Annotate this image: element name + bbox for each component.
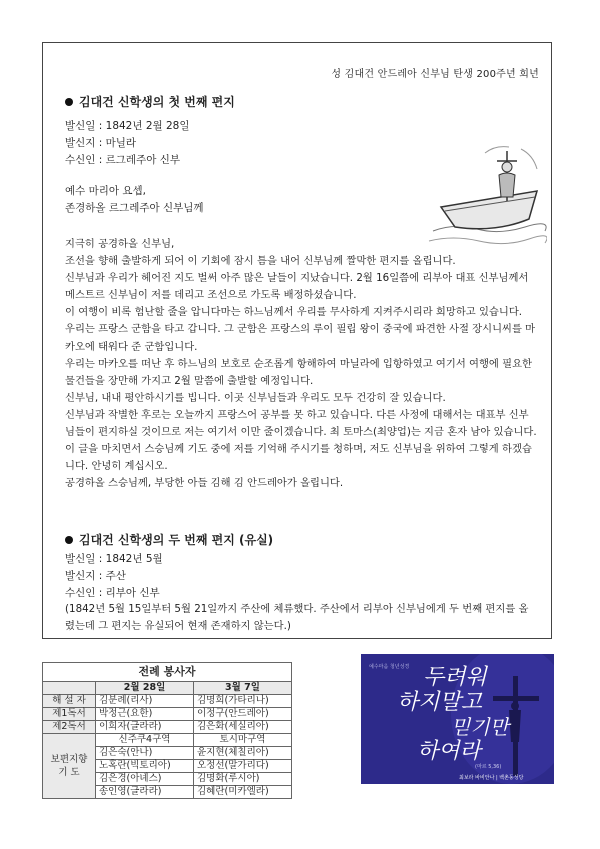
greeting-line2: 존경하올 르그레주아 신부님께 (65, 202, 204, 214)
bullet-icon (65, 536, 73, 544)
cell: 김혜란(미카엘라) (194, 786, 292, 799)
letter2-title: 김대건 신학생의 두 번째 편지 (유실) (79, 533, 274, 547)
poster-footer: 최보라 바비안나 | 백촌동성당 (459, 775, 524, 781)
cell: 이희자(글라라) (96, 721, 194, 734)
cell: 김명화(루시아) (194, 773, 292, 786)
letter1-body (65, 236, 537, 492)
table-row (43, 734, 292, 747)
cell: 노혹란(빅토리아) (96, 760, 194, 773)
group-header: 토시마구역 (194, 734, 292, 747)
row-label: 제1독서 (43, 708, 96, 721)
col-header-date1: 2월 28일 (96, 682, 194, 695)
corner-cell (43, 682, 96, 695)
cell: 송인영(글라라) (96, 786, 194, 799)
calligraphy-poster (361, 654, 554, 784)
letter1-meta (65, 118, 190, 169)
letter2-title-row (65, 531, 273, 548)
poster-line-1: 두려워 (423, 665, 487, 690)
cell: 김명희(가타리나) (194, 695, 292, 708)
cell: 윤지현(체칠리아) (194, 747, 292, 760)
poster-line-4: 하여라 (417, 739, 481, 764)
paragraph: 조선을 향해 출발하게 되어 이 기회에 잠시 틈을 내어 신부님께 짤막한 편지를 올립니다. (65, 255, 456, 268)
paragraph: 지극히 공경하올 신부님, (65, 238, 175, 250)
letter2-note: (1842년 5월 15일부터 5월 21일까지 주산에 체류했다. 주산에서 리부아 신부님에게 두 번째 편지를 올렸는데 그 편지는 유실되어 현재 존재하지 않는다.) (65, 603, 529, 633)
table-row (43, 695, 292, 708)
cell: 김은경(아녜스) (96, 773, 194, 786)
poster-verse: (마르 5,36) (475, 764, 502, 770)
paragraph: 신부님과 작별한 후로는 오늘까지 프랑스어 공부를 못 하고 있습니다. 다른 사정에 대해서는 대표부 신부님들이 편지하실 것이므로 저는 여기서 이만 줄이겠습니다. 최 토마스(최양업)는 지금 혼자 남아 있습니다. (65, 408, 537, 439)
letter2-date: 발신일 : 1842년 5월 (65, 553, 163, 565)
poster-art (361, 654, 554, 784)
table-row (43, 708, 292, 721)
row-label: 해 설 자 (43, 695, 96, 708)
letter2-recipient: 수신인 : 리부아 신부 (65, 587, 160, 599)
table-row (43, 721, 292, 734)
table-caption: 전례 봉사자 (43, 663, 292, 682)
paragraph: 공경하올 스승님께, 부당한 아들 김해 김 안드레아가 올립니다. (65, 477, 344, 490)
letter1-title: 김대건 신학생의 첫 번째 편지 (79, 95, 235, 109)
col-header-date2: 3월 7일 (194, 682, 292, 695)
letter1-greeting (65, 183, 204, 217)
cell: 오정선(말가리다) (194, 760, 292, 773)
cell: 김은화(세실리아) (194, 721, 292, 734)
letter2-meta (65, 551, 163, 602)
cell: 김분례(리사) (96, 695, 194, 708)
paragraph: 우리는 프랑스 군함을 타고 갑니다. 그 군함은 프랑스의 루이 필립 왕이 중국에 파견한 사절 장시니씨를 마카오에 태워다 준 군함입니다. (65, 323, 536, 353)
paragraph: 신부님과 우리가 헤어진 지도 벌써 아주 많은 날들이 지났습니다. 2월 16일쯤에 리부아 대표 신부님께서 메스트르 신부님이 저를 데리고 조선으로 가도록 배정하셨습니다. (65, 272, 529, 302)
group-header: 신주쿠4구역 (96, 734, 194, 747)
paragraph: 이 글을 마치면서 스승님께 기도 중에 저를 기억해 주시기를 청하며, 저도 신부님을 위하여 그렇게 하겠습니다. 안녕히 계십시오. (65, 443, 532, 473)
paragraph: 신부님, 내내 평안하시기를 빕니다. 이곳 신부님들과 우리도 모두 건강히 잘 있습니다. (65, 391, 446, 404)
row-label: 제2독서 (43, 721, 96, 734)
greeting-line1: 예수 마리아 요셉, (65, 185, 147, 197)
cell: 박정근(요한) (96, 708, 194, 721)
liturgy-servers-table (42, 662, 292, 799)
letter1-title-row (65, 93, 235, 110)
letter1-date: 발신일 : 1842년 2월 28일 (65, 120, 190, 132)
cell: 이정구(안드레아) (194, 708, 292, 721)
letter1-place: 발신지 : 마닐라 (65, 137, 137, 149)
poster-line-2: 하지말고 (397, 690, 483, 715)
cell: 김은숙(안나) (96, 747, 194, 760)
letter1-recipient: 수신인 : 르그레주아 신부 (65, 154, 180, 166)
jubilee-header: 성 김대건 안드레아 신부님 탄생 200주년 희년 (331, 69, 539, 80)
letter2-place: 발신지 : 주산 (65, 570, 126, 582)
row-label: 보편지향 기 도 (43, 734, 96, 799)
bullet-icon (65, 98, 73, 106)
paragraph: 이 여행이 비록 험난할 줄을 압니다마는 하느님께서 우리를 무사하게 지켜주시리라 희망하고 있습니다. (65, 306, 523, 319)
poster-corner-text: 예수마음 청년성경 (369, 664, 410, 670)
letter-frame (42, 42, 552, 639)
poster-line-3: 믿기만 (451, 715, 509, 739)
paragraph: 우리는 마카오를 떠난 후 하느님의 보호로 순조롭게 항해하여 마닐라에 입항하였고 여기서 여행에 필요한 물건들을 장만해 가지고 2월 말쯤에 출발할 예정입니다. (65, 357, 532, 387)
